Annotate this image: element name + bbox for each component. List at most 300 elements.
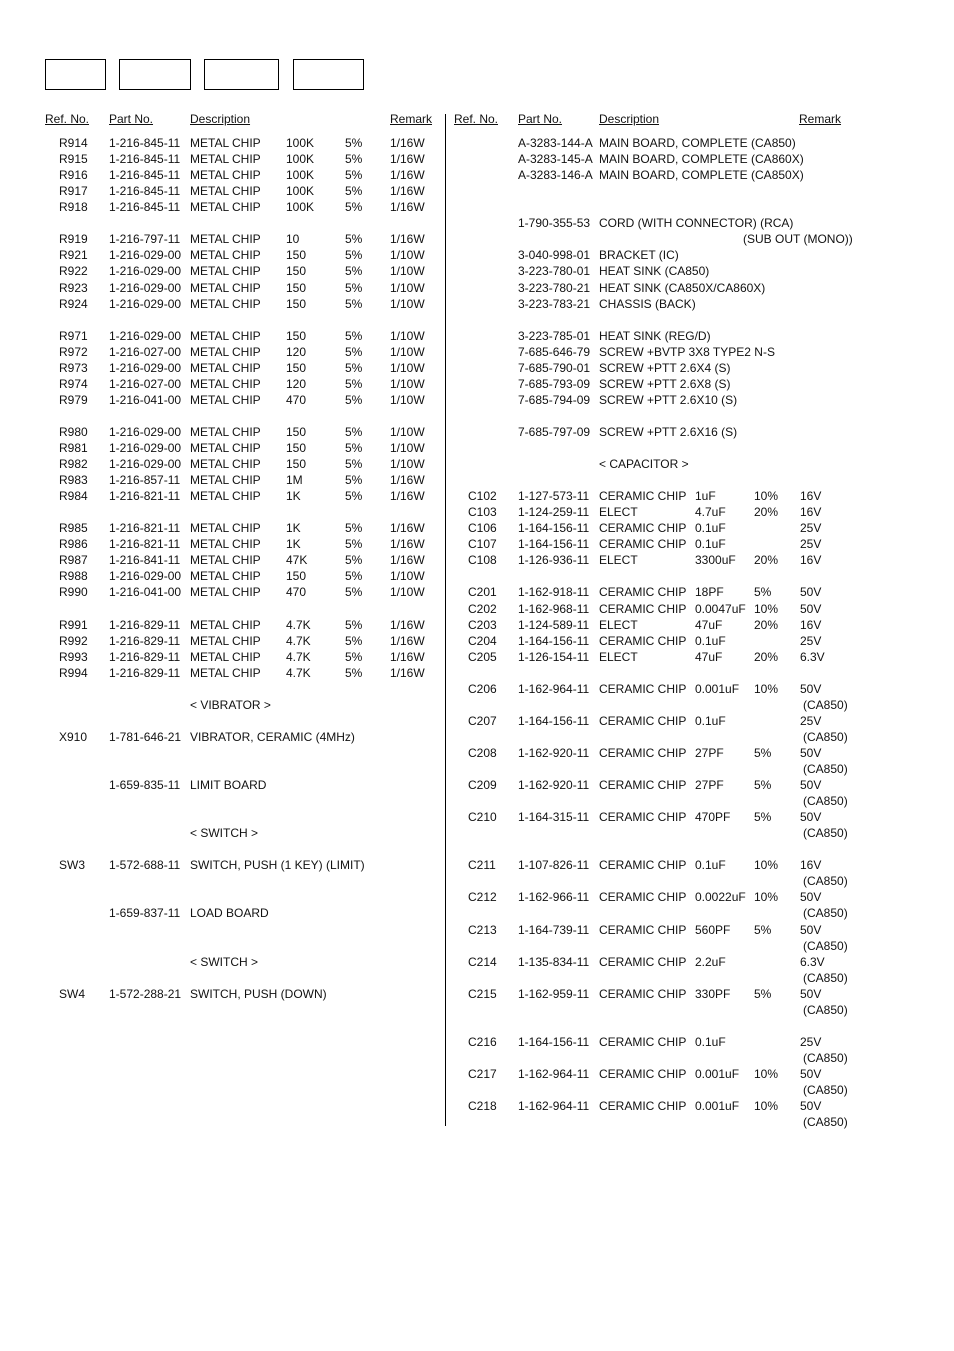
ref-no: C212: [468, 890, 497, 905]
description: METAL CHIP: [190, 649, 261, 664]
description: METAL CHIP: [190, 617, 261, 632]
tolerance: 5%: [754, 810, 772, 825]
value: 470: [286, 392, 307, 407]
description: VIBRATOR, CERAMIC (4MHz): [190, 729, 355, 744]
value: 100K: [286, 184, 315, 199]
tolerance: 5%: [345, 553, 363, 568]
description: MAIN BOARD, COMPLETE (CA860X): [599, 152, 804, 167]
tolerance: 5%: [345, 392, 363, 407]
part-no: 1-659-837-11: [109, 906, 181, 921]
tolerance: 20%: [754, 617, 779, 632]
model-note: (CA850): [803, 1050, 848, 1065]
rating: 1/16W: [390, 200, 425, 215]
tolerance: 10%: [754, 601, 779, 616]
tolerance: 5%: [345, 537, 363, 552]
ref-no: R982: [59, 457, 88, 471]
ref-no: R983: [59, 473, 88, 488]
rating: 1/10W: [390, 344, 425, 359]
tolerance: 5%: [754, 922, 772, 937]
header-box-1: [45, 59, 106, 90]
part-no: 1-164-156-11: [518, 521, 590, 536]
part-no: 1-216-029-00: [109, 360, 182, 375]
value: 100K: [286, 168, 315, 183]
ref-no: C213: [468, 922, 497, 937]
value: 100K: [286, 152, 315, 167]
part-no: 1-572-288-21: [109, 986, 182, 1001]
value: 4.7K: [286, 633, 311, 648]
value: 150: [286, 328, 307, 343]
part-no: 1-162-918-11: [518, 585, 590, 600]
voltage: 6.3V: [800, 954, 825, 969]
value: 120: [286, 376, 307, 391]
ref-no: R971: [59, 328, 88, 343]
tolerance: 10%: [754, 1066, 779, 1081]
description: CERAMIC CHIP: [599, 1099, 687, 1113]
voltage: 50V: [800, 986, 822, 1001]
rating: 1/16W: [390, 665, 425, 680]
rating: 1/16W: [390, 489, 425, 504]
ref-no: R985: [59, 521, 88, 536]
part-no: 1-216-829-11: [109, 633, 181, 648]
description: BRACKET (IC): [599, 248, 679, 263]
part-no: 1-216-821-11: [109, 537, 181, 552]
part-no: 1-126-936-11: [518, 553, 590, 568]
value: 0.001uF: [695, 681, 740, 696]
value: 27PF: [695, 745, 724, 760]
description: METAL CHIP: [190, 392, 261, 407]
description: CERAMIC CHIP: [599, 713, 687, 728]
ref-no: R991: [59, 617, 88, 632]
value: 10: [286, 232, 300, 247]
description: MAIN BOARD, COMPLETE (CA850): [599, 136, 796, 150]
value: 150: [286, 280, 307, 295]
part-no: 1-216-029-00: [109, 424, 182, 439]
rating: 1/10W: [390, 248, 425, 263]
ref-no: R917: [59, 184, 88, 199]
ref-no: R923: [59, 280, 88, 295]
tolerance: 5%: [345, 280, 363, 295]
tolerance: 10%: [754, 681, 779, 696]
value: 150: [286, 569, 307, 584]
description: SCREW +PTT 2.6X4 (S): [599, 360, 731, 375]
description: ELECT: [599, 617, 638, 632]
tolerance: 5%: [345, 232, 363, 247]
description: ELECT: [599, 505, 638, 520]
value: 1uF: [695, 489, 716, 504]
ref-no: C204: [468, 633, 497, 648]
tolerance: 5%: [345, 168, 363, 183]
value: 47uF: [695, 617, 723, 632]
part-no: 1-216-821-11: [109, 489, 181, 504]
ref-no: R972: [59, 344, 88, 359]
part-no: 1-126-154-11: [518, 649, 590, 664]
ref-no: R916: [59, 168, 88, 183]
right-header-desc: Description: [599, 112, 660, 126]
ref-no: C106: [468, 521, 497, 536]
description: METAL CHIP: [190, 569, 261, 584]
part-no: 1-216-029-00: [109, 457, 182, 471]
voltage: 16V: [800, 505, 822, 520]
part-no: 1-216-845-11: [109, 152, 181, 167]
part-no: 1-164-156-11: [518, 537, 590, 552]
right-header-remark: Remark: [799, 112, 842, 126]
description: METAL CHIP: [190, 136, 261, 150]
value: 4.7K: [286, 665, 311, 680]
ref-no: C205: [468, 649, 497, 664]
ref-no: X910: [59, 729, 88, 744]
voltage: 50V: [800, 1099, 822, 1113]
part-no: 1-162-920-11: [518, 745, 590, 760]
ref-no: C214: [468, 954, 497, 969]
tolerance: 5%: [754, 745, 772, 760]
description: METAL CHIP: [190, 424, 261, 439]
voltage: 50V: [800, 681, 822, 696]
description: SWITCH, PUSH (DOWN): [190, 986, 327, 1001]
ref-no: R922: [59, 264, 88, 279]
model-note: (CA850): [803, 697, 848, 712]
description: CERAMIC CHIP: [599, 521, 687, 536]
description: CERAMIC CHIP: [599, 858, 687, 873]
description: METAL CHIP: [190, 521, 261, 536]
voltage: 50V: [800, 745, 822, 760]
description: METAL CHIP: [190, 665, 261, 680]
value: 0.1uF: [695, 633, 726, 648]
ref-no: R915: [59, 152, 88, 167]
part-no: 1-216-829-11: [109, 665, 181, 680]
tolerance: 5%: [345, 585, 363, 600]
ref-no: C102: [468, 489, 497, 504]
ref-no: R979: [59, 392, 88, 407]
voltage: 25V: [800, 633, 822, 648]
rating: 1/10W: [390, 440, 425, 455]
description: METAL CHIP: [190, 585, 261, 600]
model-note: (CA850): [803, 729, 848, 744]
part-no: A-3283-146-A: [518, 168, 593, 183]
description: CERAMIC CHIP: [599, 585, 687, 600]
description: METAL CHIP: [190, 553, 261, 568]
description: METAL CHIP: [190, 248, 261, 263]
part-no: 1-164-739-11: [518, 922, 590, 937]
remark-note: (SUB OUT (MONO)): [743, 232, 853, 247]
description: CERAMIC CHIP: [599, 601, 687, 616]
voltage: 50V: [800, 778, 822, 792]
value: 0.1uF: [695, 537, 726, 552]
part-no: 7-685-797-09: [518, 424, 591, 439]
tolerance: 5%: [345, 617, 363, 632]
ref-no: R918: [59, 200, 88, 215]
part-no: 1-216-027-00: [109, 344, 182, 359]
value: 150: [286, 248, 307, 263]
ref-no: SW4: [59, 986, 86, 1001]
left-header-remark: Remark: [390, 112, 433, 126]
part-no: 1-164-315-11: [518, 810, 590, 825]
model-note: (CA850): [803, 938, 848, 953]
rating: 1/10W: [390, 328, 425, 343]
value: 150: [286, 296, 307, 311]
part-no: 1-216-797-11: [109, 232, 181, 247]
description: CERAMIC CHIP: [599, 890, 687, 905]
value: 1K: [286, 489, 301, 504]
rating: 1/16W: [390, 136, 425, 150]
rating: 1/10W: [390, 457, 425, 471]
tolerance: 10%: [754, 1099, 779, 1113]
value: 4.7K: [286, 617, 311, 632]
ref-no: R994: [59, 665, 88, 680]
part-no: 1-164-156-11: [518, 713, 590, 728]
ref-no: C209: [468, 778, 497, 792]
tolerance: 5%: [345, 184, 363, 199]
part-no: 1-781-646-21: [109, 729, 182, 744]
ref-no: R986: [59, 537, 88, 552]
model-note: (CA850): [803, 762, 848, 776]
ref-no: C108: [468, 553, 497, 568]
description: MAIN BOARD, COMPLETE (CA850X): [599, 168, 804, 183]
rating: 1/10W: [390, 280, 425, 295]
ref-no: R924: [59, 296, 88, 311]
value: 2.2uF: [695, 954, 726, 969]
part-no: 1-124-589-11: [518, 617, 590, 632]
model-note: (CA850): [803, 906, 848, 921]
tolerance: 5%: [345, 440, 363, 455]
voltage: 50V: [800, 585, 822, 600]
description: CERAMIC CHIP: [599, 986, 687, 1001]
value: 4.7K: [286, 649, 311, 664]
voltage: 25V: [800, 537, 822, 552]
part-no: 1-216-845-11: [109, 200, 181, 215]
rating: 1/16W: [390, 649, 425, 664]
ref-no: R992: [59, 633, 88, 648]
tolerance: 5%: [345, 360, 363, 375]
voltage: 6.3V: [800, 649, 825, 664]
description: METAL CHIP: [190, 264, 261, 279]
rating: 1/10W: [390, 264, 425, 279]
voltage: 16V: [800, 617, 822, 632]
part-no: 1-162-966-11: [518, 890, 590, 905]
rating: 1/16W: [390, 633, 425, 648]
rating: 1/10W: [390, 424, 425, 439]
value: 3300uF: [695, 553, 736, 568]
ref-no: C210: [468, 810, 497, 825]
part-no: 1-162-964-11: [518, 1099, 590, 1113]
part-no: 1-659-835-11: [109, 778, 181, 792]
part-no: 1-216-029-00: [109, 296, 182, 311]
tolerance: 5%: [345, 376, 363, 391]
tolerance: 10%: [754, 858, 779, 873]
description: < CAPACITOR >: [599, 457, 689, 471]
voltage: 25V: [800, 521, 822, 536]
part-no: 1-124-259-11: [518, 505, 590, 520]
column-divider: [445, 114, 446, 1126]
ref-no: R993: [59, 649, 88, 664]
value: 0.1uF: [695, 1034, 726, 1049]
rating: 1/16W: [390, 232, 425, 247]
value: 330PF: [695, 986, 731, 1001]
part-no: 1-127-573-11: [518, 489, 590, 504]
rating: 1/16W: [390, 521, 425, 536]
tolerance: 5%: [345, 649, 363, 664]
tolerance: 5%: [345, 264, 363, 279]
part-no: 1-216-029-00: [109, 440, 182, 455]
ref-no: C202: [468, 601, 497, 616]
ref-no: R987: [59, 553, 88, 568]
rating: 1/10W: [390, 360, 425, 375]
description: METAL CHIP: [190, 152, 261, 167]
tolerance: 5%: [345, 569, 363, 584]
ref-no: C217: [468, 1066, 497, 1081]
ref-no: C216: [468, 1034, 497, 1049]
part-no: 7-685-790-01: [518, 360, 591, 375]
rating: 1/16W: [390, 168, 425, 183]
voltage: 50V: [800, 1066, 822, 1081]
description: CERAMIC CHIP: [599, 1066, 687, 1081]
part-no: 1-216-841-11: [109, 553, 181, 568]
description: < SWITCH >: [190, 954, 259, 969]
value: 100K: [286, 200, 315, 215]
description: METAL CHIP: [190, 328, 261, 343]
value: 0.001uF: [695, 1066, 740, 1081]
value: 150: [286, 440, 307, 455]
tolerance: 5%: [345, 248, 363, 263]
description: METAL CHIP: [190, 184, 261, 199]
right-header-part: Part No.: [518, 112, 563, 126]
voltage: 16V: [800, 553, 822, 568]
value: 1K: [286, 521, 301, 536]
part-no: 3-223-785-01: [518, 328, 591, 343]
part-no: 1-790-355-53: [518, 216, 591, 231]
part-no: 1-162-964-11: [518, 681, 590, 696]
tolerance: 5%: [345, 665, 363, 680]
ref-no: C107: [468, 537, 497, 552]
header-box-4: [293, 59, 364, 90]
tolerance: 5%: [345, 521, 363, 536]
value: 150: [286, 360, 307, 375]
part-no: 1-164-156-11: [518, 1034, 590, 1049]
tolerance: 5%: [754, 986, 772, 1001]
description: CHASSIS (BACK): [599, 296, 696, 311]
tolerance: 20%: [754, 649, 779, 664]
description: METAL CHIP: [190, 473, 261, 488]
part-no: 1-216-029-00: [109, 248, 182, 263]
value: 4.7uF: [695, 505, 726, 520]
value: 470PF: [695, 810, 731, 825]
voltage: 50V: [800, 601, 822, 616]
description: CERAMIC CHIP: [599, 745, 687, 760]
description: METAL CHIP: [190, 344, 261, 359]
value: 0.0022uF: [695, 890, 746, 905]
description: LIMIT BOARD: [190, 778, 267, 792]
tolerance: 5%: [754, 585, 772, 600]
tolerance: 20%: [754, 553, 779, 568]
ref-no: C218: [468, 1099, 497, 1113]
ref-no: R988: [59, 569, 88, 584]
tolerance: 5%: [345, 457, 363, 471]
model-note: (CA850): [803, 1083, 848, 1097]
ref-no: R980: [59, 424, 88, 439]
tolerance: 5%: [345, 489, 363, 504]
value: 150: [286, 457, 307, 471]
ref-no: R973: [59, 360, 88, 375]
description: < SWITCH >: [190, 826, 259, 841]
voltage: 50V: [800, 890, 822, 905]
value: 47K: [286, 553, 308, 568]
description: METAL CHIP: [190, 376, 261, 391]
part-no: A-3283-144-A: [518, 136, 593, 150]
ref-no: C103: [468, 505, 497, 520]
rating: 1/16W: [390, 537, 425, 552]
ref-no: R914: [59, 136, 88, 150]
part-no: 1-216-029-00: [109, 280, 182, 295]
value: 0.1uF: [695, 858, 726, 873]
description: CERAMIC CHIP: [599, 489, 687, 504]
value: 0.1uF: [695, 521, 726, 536]
left-header-ref: Ref. No.: [45, 112, 90, 126]
part-no: 3-223-780-01: [518, 264, 591, 279]
ref-no: C215: [468, 986, 497, 1001]
ref-no: R990: [59, 585, 88, 600]
description: CERAMIC CHIP: [599, 1034, 687, 1049]
part-no: 1-216-027-00: [109, 376, 182, 391]
tolerance: 5%: [345, 296, 363, 311]
voltage: 25V: [800, 1034, 822, 1049]
tolerance: 5%: [345, 424, 363, 439]
description: CERAMIC CHIP: [599, 681, 687, 696]
rating: 1/16W: [390, 473, 425, 488]
tolerance: 10%: [754, 890, 779, 905]
ref-no: C201: [468, 585, 497, 600]
part-no: 1-216-829-11: [109, 617, 181, 632]
description: SCREW +PTT 2.6X8 (S): [599, 376, 731, 391]
part-no: 1-135-834-11: [518, 954, 590, 969]
voltage: 50V: [800, 922, 822, 937]
value: 1K: [286, 537, 301, 552]
description: METAL CHIP: [190, 440, 261, 455]
description: CERAMIC CHIP: [599, 633, 687, 648]
value: 100K: [286, 136, 315, 150]
tolerance: 5%: [345, 152, 363, 167]
value: 0.0047uF: [695, 601, 746, 616]
part-no: 1-162-964-11: [518, 1066, 590, 1081]
description: HEAT SINK (REG/D): [599, 328, 711, 343]
ref-no: C203: [468, 617, 497, 632]
description: METAL CHIP: [190, 232, 261, 247]
ref-no: R921: [59, 248, 88, 263]
tolerance: 5%: [345, 344, 363, 359]
part-no: 1-216-041-00: [109, 392, 182, 407]
value: 470: [286, 585, 307, 600]
description: METAL CHIP: [190, 457, 261, 471]
model-note: (CA850): [803, 826, 848, 841]
description: HEAT SINK (CA850X/CA860X): [599, 280, 766, 295]
part-no: 3-040-998-01: [518, 248, 591, 263]
description: < VIBRATOR >: [190, 697, 271, 712]
left-header-part: Part No.: [109, 112, 154, 126]
part-no: 1-216-041-00: [109, 585, 182, 600]
description: SCREW +PTT 2.6X16 (S): [599, 424, 738, 439]
part-no: 1-216-829-11: [109, 649, 181, 664]
voltage: 25V: [800, 713, 822, 728]
rating: 1/16W: [390, 152, 425, 167]
ref-no: SW3: [59, 858, 86, 873]
header-box-3: [204, 59, 279, 90]
part-no: 1-107-826-11: [518, 858, 590, 873]
ref-no: R919: [59, 232, 88, 247]
value: 1M: [286, 473, 303, 488]
value: 0.001uF: [695, 1099, 740, 1113]
part-no: 1-216-857-11: [109, 473, 181, 488]
part-no: 1-572-688-11: [109, 858, 181, 873]
value: 18PF: [695, 585, 724, 600]
description: HEAT SINK (CA850): [599, 264, 710, 279]
